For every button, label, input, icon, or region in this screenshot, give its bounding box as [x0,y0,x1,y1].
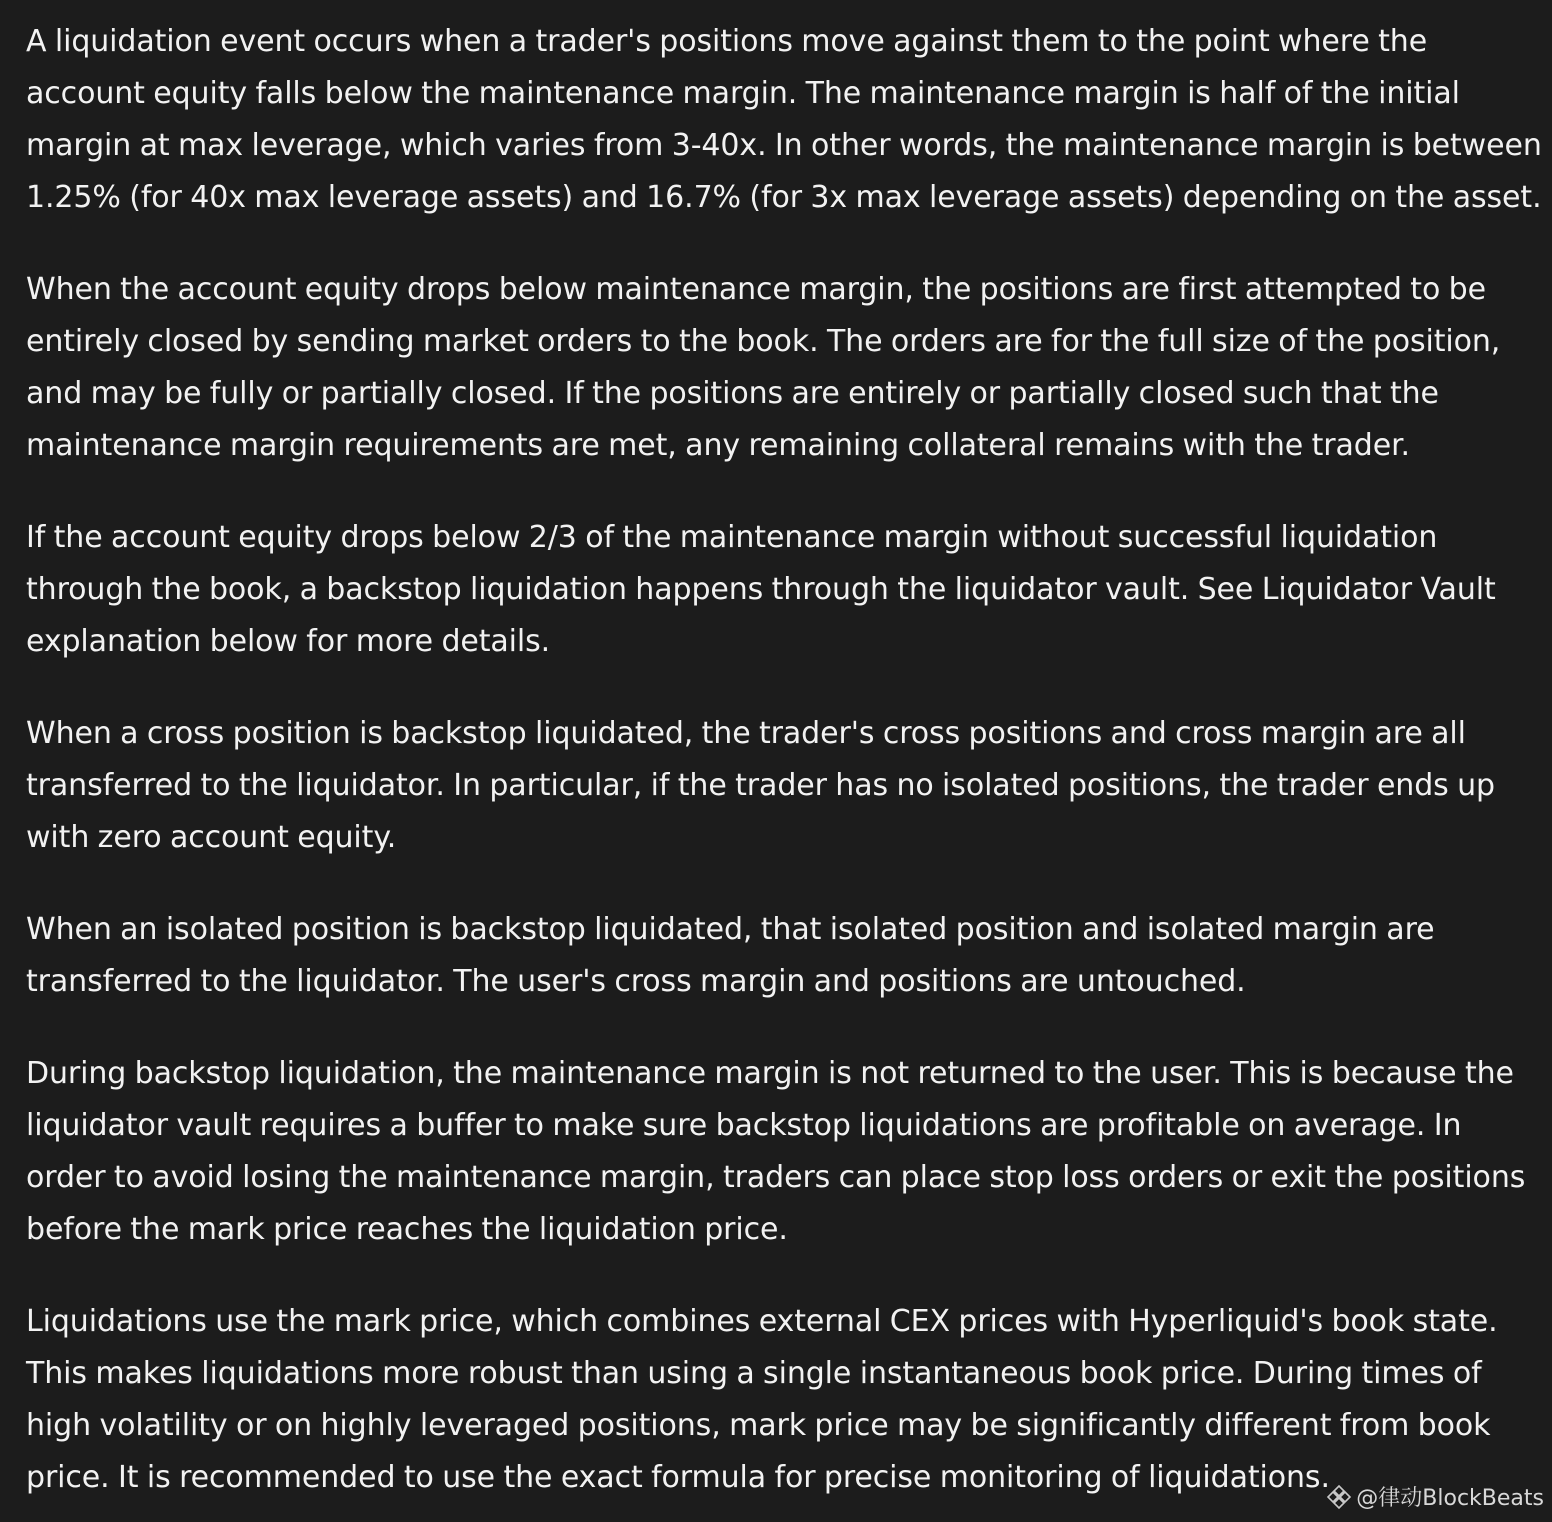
paragraph-mark-price: Liquidations use the mark price, which combines external CEX prices with Hyperliquid's book state. This makes liquidations more robust than using a single instantaneous book price. During times of high volatility or on highly leveraged positions, mark price may be significantly different from book price. It is recommended to use the exact formula for precise monitoring of liquidations. [26,1304,1498,1495]
paragraph-backstop-threshold: If the account equity drops below 2/3 of the maintenance margin without successful liquidation through the book, a backstop liquidation happens through the liquidator vault. See Liquidator Vault explanation below for more details. [26,520,1496,659]
blockbeats-logo-icon [1326,1484,1352,1510]
watermark [1326,1481,1544,1512]
article-body [26,16,1552,1522]
paragraph-cross-position: When a cross position is backstop liquidated, the trader's cross positions and cross margin are all transferred to the liquidator. In particular, if the trader has no isolated positions, the trader ends up with zero account equity. [26,716,1495,855]
watermark-text: @律动BlockBeats [1356,1486,1544,1511]
paragraph-maintenance-margin: During backstop liquidation, the maintenance margin is not returned to the user. This is because the liquidator vault requires a buffer to make sure backstop liquidations are profitable on average. In order to avoid losing the maintenance margin, traders can place stop loss orders or exit the positions before the mark price reaches the liquidation price. [26,1056,1526,1247]
paragraph-liquidation-event: A liquidation event occurs when a trader's positions move against them to the point where the account equity falls below the maintenance margin. The maintenance margin is half of the initial margin at max leverage, which varies from 3-40x. In other words, the maintenance margin is between 1.25% (for 40x max leverage assets) and 16.7% (for 3x max leverage assets) depending on the asset. [26,24,1542,215]
paragraph-isolated-position: When an isolated position is backstop liquidated, that isolated position and isolated margin are transferred to the liquidator. The user's cross margin and positions are untouched. [26,912,1435,999]
paragraph-market-orders: When the account equity drops below maintenance margin, the positions are first attempted to be entirely closed by sending market orders to the book. The orders are for the full size of the position, and may be fully or partially closed. If the positions are entirely or partially closed such that the maintenance margin requirements are met, any remaining collateral remains with the trader. [26,272,1501,463]
